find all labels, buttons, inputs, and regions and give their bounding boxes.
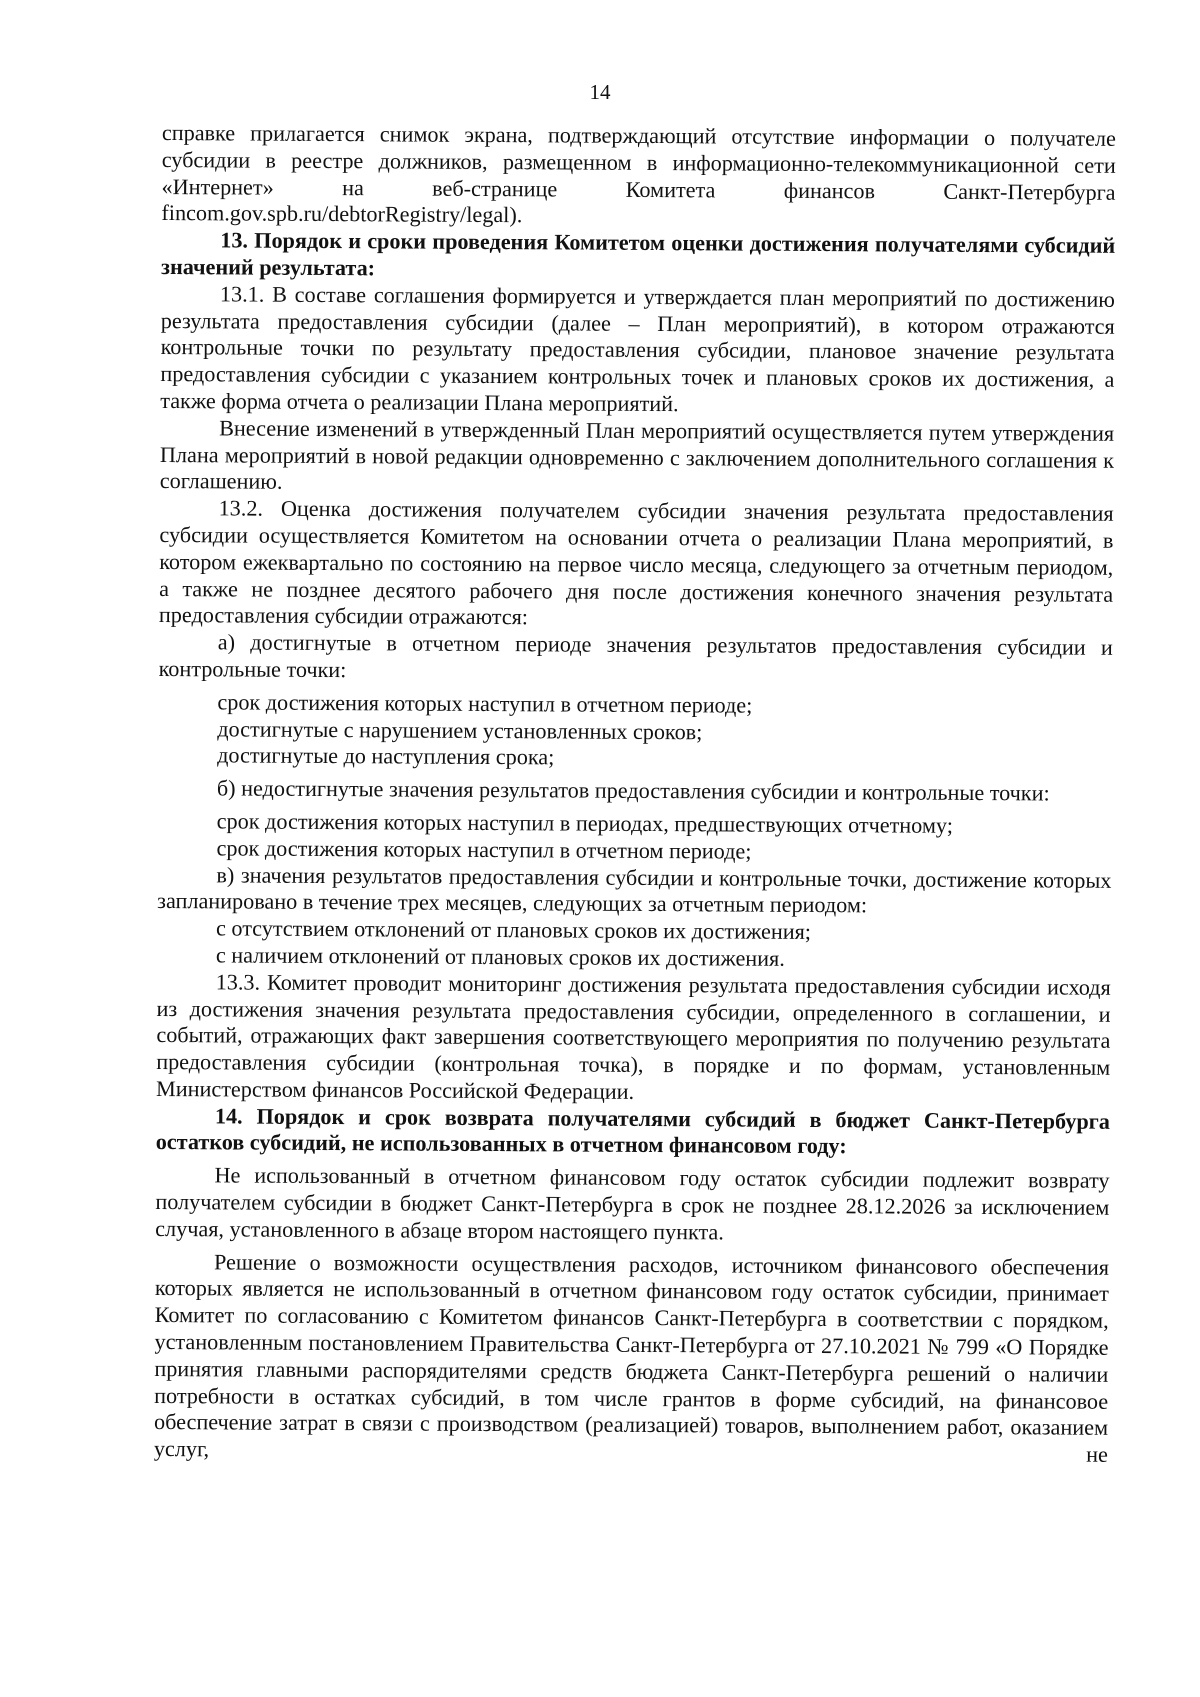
list-subitem: достигнутые с нарушением установленных сроков;	[217, 715, 703, 744]
paragraph-13-3: 13.3. Комитет проводит мониторинг достижения результата предоставления субсидии исходя из достижения значения результата предоставления субсидии, определенного в соглашении, и событий, отражающих факт завершения соответствующего мероприятия по получению результата предоставления субсидии (контрольная точка), в порядке и по формам, установленным Министерством финансов Российской Федерации.	[156, 969, 1111, 1104]
list-item-b: б) недостигнутые значения результатов предоставления субсидии и контрольные точки:	[216, 775, 1050, 806]
list-subitem: срок достижения которых наступил в отчетном периоде;	[216, 835, 752, 864]
paragraph-14-return: Не использованный в отчетном финансовом году остаток субсидии подлежит возврату получателем субсидии в бюджет Санкт-Петербурга в срок не позднее 28.12.2026 за исключением случая, установленного в абзаце втором настоящего пункта.	[155, 1162, 1110, 1245]
list-subitem: с отсутствием отклонений от плановых сроков их достижения;	[215, 915, 812, 945]
paragraph-13-2: 13.2. Оценка достижения получателем субсидии значения результата предоставления субсидии осуществляется Комитетом на основании отчета о реализации Плана мероприятий, в котором ежеквартально по состоянию на первое число месяца, следующего за отчетным периодом, а также не позднее десятого рабочего дня после достижения конечного значения результата предоставления субсидии отражаются:	[158, 495, 1114, 630]
list-item-a: а) достигнутые в отчетном периоде значения результатов предоставления субсидии и контрольные точки:	[158, 629, 1113, 683]
section-13-heading: 13. Порядок и сроки проведения Комитетом оценки достижения получателями субсидий значений результата:	[161, 227, 1116, 281]
list-item-v: в) значения результатов предоставления субсидии и контрольные точки, достижение которых запланировано в течение трех месяцев, следующих за отчетным периодом:	[157, 861, 1112, 918]
paragraph-14-decision: Решение о возможности осуществления расходов, источником финансового обеспечения которых является не использованный в отчетном финансовом году остаток субсидии, принимает Комитет по согласованию с Комитетом финансов Санкт-Петербурга в соответствии с порядком, установленным постановлением Правительства Санкт-Петербурга от 27.10.2021 № 799 «О Порядке принятия главными распорядителями средств бюджета Санкт-Петербурга решений о наличии потребности в остатках субсидий, в том числе грантов в форме субсидий, на финансовое обеспечение затрат в связи с производством (реализацией) товаров, выполнением работ, оказанием услуг, не	[153, 1249, 1110, 1468]
paragraph-13-1: 13.1. В составе соглашения формируется и утверждается план мероприятий по достижению результата предоставления субсидии (далее – План мероприятий), в котором отражаются контрольные точки по результату предоставления субсидии, плановое значение результата предоставления субсидии с указанием контрольных точек и плановых сроков их достижения, а также форма отчета о реализации Плана мероприятий.	[160, 281, 1116, 417]
list-subitem: срок достижения которых наступил в периодах, предшествующих отчетному;	[216, 808, 953, 838]
list-subitem: достигнутые до наступления срока;	[217, 742, 555, 770]
paragraph-plan-changes: Внесение изменений в утвержденный План мероприятий осуществляется путем утверждения Плана мероприятий в новой редакции одновременно с заключением дополнительного соглашения к соглашению.	[159, 415, 1115, 495]
list-subitem: срок достижения которых наступил в отчетном периоде;	[217, 689, 753, 718]
paragraph-continuation: справке прилагается снимок экрана, подтверждающий отсутствие информации о получателе субсидии в реестре должников, размещенном в информационно-телекоммуникационной сети «Интернет» на веб-странице Комитета финансов Санкт-Петербурга fincom.gov.spb.ru/debtorRegistry/legal).	[161, 120, 1116, 228]
page-number: 14	[589, 80, 611, 104]
document-body	[154, 120, 1116, 1469]
section-14-heading: 14. Порядок и срок возврата получателями субсидий в бюджет Санкт-Петербурга остатков субсидий, не использованных в отчетном финансовом году:	[155, 1103, 1110, 1159]
list-subitem: с наличием отклонений от плановых сроков их достижения.	[215, 942, 785, 971]
